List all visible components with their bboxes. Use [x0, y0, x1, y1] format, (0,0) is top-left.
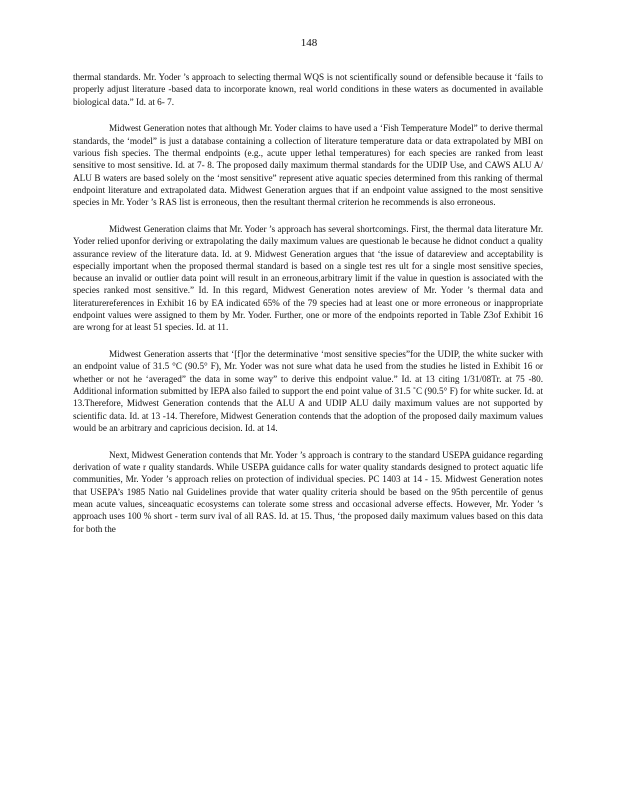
paragraph: Midwest Generation asserts that ‘[f]or the determinative ‘most sensitive species”for the UDIP, the white sucker with an endpoint value of 31.5 °C (90.5° F), Mr. Yoder was not sure what data he used from the studies he listed in Exhibit 16 or whether or not he ‘averaged” the data in some way” to derive this endpoint value.” Id. at 13 citing 1/31/08Tr. at 75 -80. Additional information submitted by IEPA also failed to support the end point value of 31.5 ˚C (90.5° F) for white sucker. Id. at 13.Therefore, Midwest Generation contends that the ALU A and UDIP ALU daily maximum values are not supported by scientific data. Id. at 13 -14. Therefore, Midwest Generation contends that the adoption of the proposed daily maximum values would be an arbitrary and capricious decision. Id. at 14.: [73, 349, 543, 433]
paragraph: Midwest Generation claims that Mr. Yoder ’s approach has several shortcomings. First, the thermal data literature Mr. Yoder relied uponfor deriving or extrapolating the daily maximum values are questionab le because he didnot conduct a quality assurance review of the literature data. Id. at 9. Midwest Generation argues that ‘the issue of datareview and acceptability is especially important when the proposed thermal standard is based on a single test res ult for a single most sensitive species, because an invalid or outlier data point will result in an erroneous,arbitrary limit if the value in question is associated with the species ranked most sensitive.” Id. In this regard, Midwest Generation notes areview of Mr. Yoder ’s thermal data and literaturereferences in Exhibit 16 by EA indicated 65% of the 79 species had at least one or more erroneous or inappropriate endpoint values were assigned to them by Mr. Yoder. Further, one or more of the endpoints reported in Table Z3of Exhibit 16 are wrong for at least 51 species. Id. at 11.: [73, 223, 543, 333]
document-body: [73, 71, 543, 549]
paragraph: Midwest Generation notes that although Mr. Yoder claims to have used a ‘Fish Temperature Model” to derive thermal standards, the ‘model” is just a database containing a collection of literature temperature data or data extrapolated by MBI on various fish species. The thermal endpoints (e.g., acute upper lethal temperatures) for each species are ranked from least sensitive to most sensitive. Id. at 7- 8. The proposed daily maximum thermal standards for the UDIP Use, and CAWS ALU A/ ALU B waters are based solely on the ‘most sensitive” represent ative aquatic species determined from this ranking of thermal endpoint literature and extrapolated data. Midwest Generation argues that if an endpoint value assigned to the most sensitive species in Mr. Yoder ’s RAS list is erroneous, then the resultant thermal criterion he recommends is also erroneous.: [73, 123, 543, 208]
paragraph: Next, Midwest Generation contends that Mr. Yoder ’s approach is contrary to the standard USEPA guidance regarding derivation of wate r quality standards. While USEPA guidance calls for water quality standards designed to protect aquatic life communities, Mr. Yoder ’s approach relies on protection of individual species. PC 1403 at 14 - 15. Midwest Generation notes that USEPA’s 1985 Natio nal Guidelines provide that water quality criteria should be based on the 95th percentile of genus mean acute values, sinceaquatic ecosystems can tolerate some stress and occasional adverse effects. However, Mr. Yoder ’s approach uses 100 % short - term surv ival of all RAS. Id. at 15. Thus, ‘the proposed daily maximum values based on this data for both the: [73, 449, 543, 534]
page-number: 148: [300, 37, 318, 49]
paragraph: thermal standards. Mr. Yoder ’s approach to selecting thermal WQS is not scientifically sound or defensible because it ‘fails to properly adjust literature -based data to incorporate known, real world conditions in these waters as documented in available biological data.” Id. at 6- 7.: [73, 72, 543, 107]
